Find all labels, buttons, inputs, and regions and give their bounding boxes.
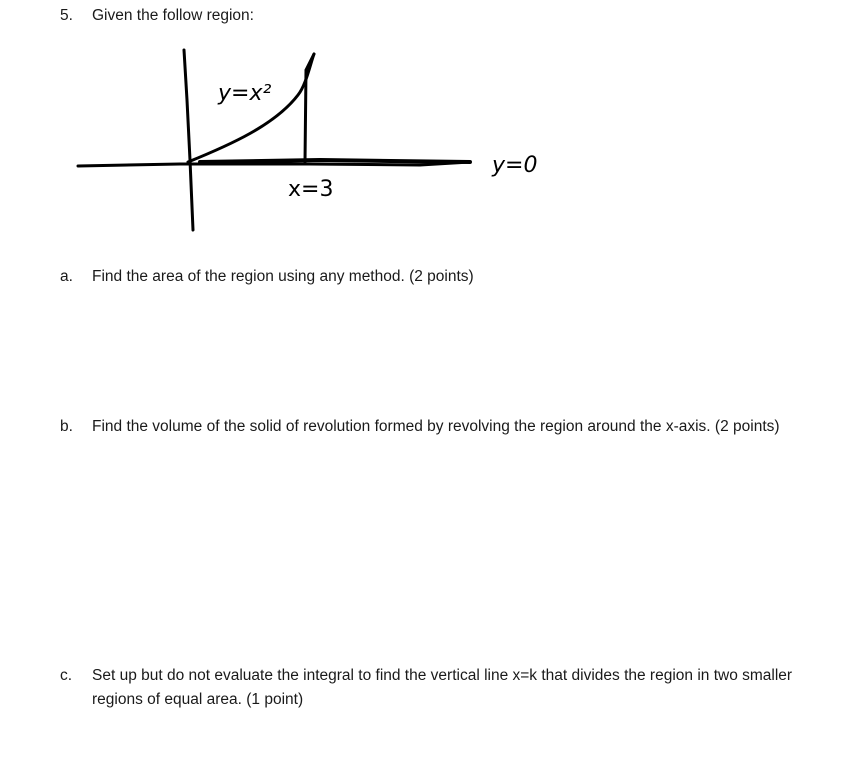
part-a-text: Find the area of the region using any method. (2 points) [92,268,474,285]
region-sketch-svg [60,40,580,240]
part-b-text: Find the volume of the solid of revolution formed by revolving the region around the x-axis. (2 points) [92,418,780,435]
region-sketch [60,40,580,240]
parabola-curve [188,54,314,162]
part-a-letter: a. [60,268,73,285]
part-c-text: Set up but do not evaluate the integral to find the vertical line x=k that divides the region in two smaller regions of equal area. (1 point) [92,667,793,708]
vertical-line-label: x=3 [288,177,334,202]
question-number: 5. [60,7,73,24]
curve-label: y=x² [218,81,272,106]
x-axis-bold-segment [200,160,470,162]
question-prompt: Given the follow region: [92,7,254,24]
part-c-letter: c. [60,667,73,684]
y-axis-line [184,50,193,230]
part-b-letter: b. [60,418,73,435]
horizontal-line-label: y=0 [492,153,538,178]
